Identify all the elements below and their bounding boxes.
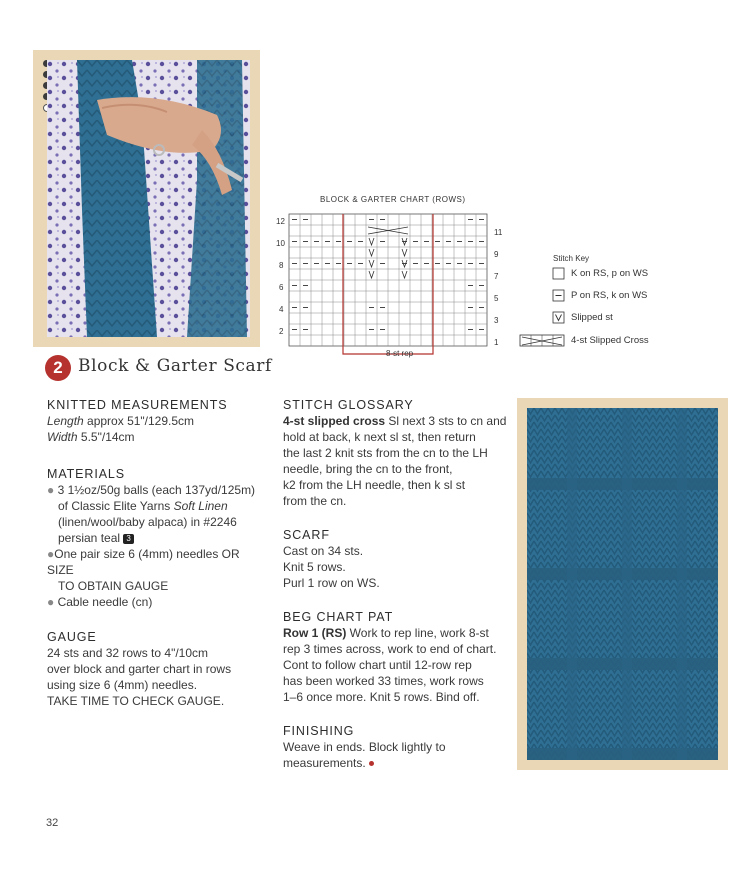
knit-symbol-icon — [553, 268, 564, 279]
width-line: Width 5.5"/14cm — [47, 430, 135, 444]
materials-item-needles: ●One pair size 6 (4mm) needles OR SIZE TO OBTAIN GAUGE — [47, 547, 240, 593]
materials-item-yarn: ● 3 1½oz/50g balls (each 137yd/125m) of Classic Elite Yarns Soft Linen (linen/wool/baby alpaca) in #2246 persian teal 3 — [47, 483, 256, 545]
chart-title: BLOCK & GARTER CHART (ROWS) — [320, 195, 466, 204]
row-label-right: 1 — [494, 338, 499, 347]
beg-chart-text: Row 1 (RS) Work to rep line, work 8-st rep 3 times across, work to end of chart. Cont to follow chart until 12-row rep has been worked 33 times, work rows 1–6 once more. Knit 5 rows. Bind off. — [283, 626, 497, 704]
pattern-number-badge: 2 — [45, 355, 71, 381]
purl-symbol-icon — [553, 290, 564, 301]
row-label-right: 11 — [494, 228, 503, 237]
finishing-text: Weave in ends. Block lightly to measurements. — [283, 740, 446, 770]
gauge-heading: GAUGE — [47, 630, 97, 644]
stitch-key-symbols — [517, 266, 567, 350]
beg-chart-heading: BEG CHART PAT — [283, 610, 394, 624]
scarf-photo — [47, 60, 250, 337]
bullet-icon: ● — [47, 595, 55, 609]
gauge-text: 24 sts and 32 rows to 4"/10cm over block and garter chart in rows using size 6 (4mm) needles. TAKE TIME TO CHECK GAUGE. — [47, 646, 232, 708]
slipped-stitch-icon — [553, 312, 564, 323]
row-label-left: 8 — [279, 261, 284, 270]
end-mark-icon — [369, 761, 374, 766]
finishing-heading: FINISHING — [283, 724, 355, 738]
block-garter-chart — [273, 210, 503, 364]
yarn-weight-icon: 3 — [123, 534, 133, 544]
slipped-cross-icon — [520, 335, 564, 346]
page-number: 32 — [46, 817, 59, 829]
key-label-slipped: Slipped st — [571, 312, 613, 323]
left-column — [47, 398, 267, 709]
row-label-left: 10 — [276, 239, 285, 248]
length-line: Length approx 51"/129.5cm — [47, 414, 195, 428]
row-label-left: 12 — [276, 217, 285, 226]
scarf-text: Cast on 34 sts. Knit 5 rows. Purl 1 row on WS. — [283, 544, 380, 590]
materials-item-cable-needle: ● Cable needle (cn) — [47, 595, 153, 609]
row-label-right: 5 — [494, 294, 499, 303]
key-label-purl: P on RS, k on WS — [571, 290, 648, 301]
row-label-left: 6 — [279, 283, 284, 292]
row-label-left: 4 — [279, 305, 284, 314]
row-label-right: 7 — [494, 272, 499, 281]
measurements-heading: KNITTED MEASUREMENTS — [47, 398, 228, 412]
stitch-key-title: Stitch Key — [553, 254, 590, 263]
row-label-right: 9 — [494, 250, 499, 259]
key-label-cross: 4-st Slipped Cross — [571, 335, 649, 346]
key-label-knit: K on RS, p on WS — [571, 268, 649, 279]
bullet-icon: ● — [47, 483, 55, 497]
glossary-heading: STITCH GLOSSARY — [283, 398, 414, 412]
bullet-icon: ● — [47, 547, 55, 561]
materials-heading: MATERIALS — [47, 467, 126, 481]
knitted-swatch-photo — [527, 408, 718, 760]
glossary-text: 4-st slipped cross Sl next 3 sts to cn and hold at back, k next sl st, then return the last 2 knit sts from the cn to the LH needle, bring the cn to the front, k2 from the LH needle, then k sl st from the cn. — [283, 414, 507, 508]
row-label-right: 3 — [494, 316, 499, 325]
middle-column — [283, 398, 508, 771]
row-label-left: 2 — [279, 327, 284, 336]
rep-label: 8-st rep — [386, 349, 414, 358]
pattern-title: Block & Garter Scarf — [78, 356, 272, 376]
scarf-heading: SCARF — [283, 528, 330, 542]
